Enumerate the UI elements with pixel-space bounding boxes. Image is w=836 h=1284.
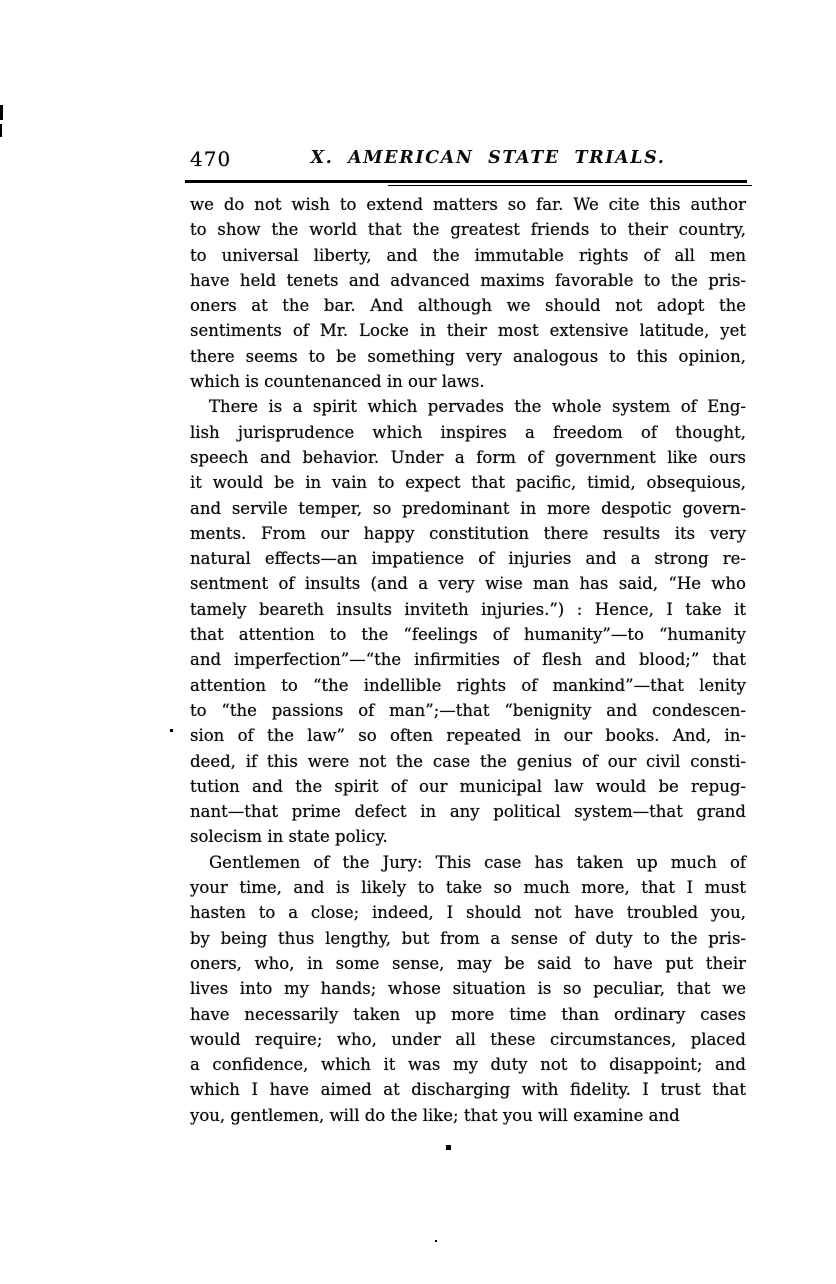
- page-number: 470: [190, 147, 232, 171]
- text-line: to universal liberty, and the immutable rights of all men: [190, 245, 746, 265]
- text-line: have held tenets and advanced maxims favorable to the pris-: [190, 270, 746, 290]
- text-line: would require; who, under all these circumstances, placed: [190, 1029, 746, 1049]
- text-line: attention to “the indellible rights of mankind”—that lenity: [190, 675, 746, 695]
- text-line: there seems to be something very analogous to this opinion,: [190, 346, 746, 366]
- scan-artifact: [446, 1145, 451, 1150]
- text-line: nant—that prime defect in any political system—that grand: [190, 802, 746, 822]
- text-line: which I have aimed at discharging with fidelity. I trust that: [190, 1080, 746, 1100]
- text-line: oners at the bar. And although we should not adopt the: [190, 296, 746, 316]
- text-line: and imperfection”—“the infirmities of flesh and blood;” that: [190, 650, 746, 670]
- text-line: oners, who, in some sense, may be said to have put their: [190, 953, 746, 973]
- text-line: it would be in vain to expect that pacific, timid, obsequious,: [190, 473, 746, 493]
- text-line: to “the passions of man”;—that “benignity and condescen-: [190, 700, 746, 720]
- text-line: which is countenanced in our laws.: [190, 372, 485, 392]
- text-line: lish jurisprudence which inspires a freedom of thought,: [190, 422, 746, 442]
- text-line: you, gentlemen, will do the like; that you will examine and: [190, 1105, 680, 1125]
- text-line: sentment of insults (and a very wise man has said, “He who: [190, 574, 746, 594]
- page-body: [190, 192, 746, 1128]
- text-line: to show the world that the greatest friends to their country,: [190, 220, 746, 240]
- text-line: lives into my hands; whose situation is so peculiar, that we: [190, 979, 746, 999]
- text-line: deed, if this were not the case the genius of our civil consti-: [190, 751, 746, 771]
- text-line: There is a spirit which pervades the whole system of Eng-: [209, 397, 746, 417]
- running-header-title: X. AMERICAN STATE TRIALS.: [310, 148, 666, 168]
- paragraph: [190, 394, 746, 849]
- text-line: sion of the law” so often repeated in our books. And, in-: [190, 726, 746, 746]
- scan-artifact: [0, 105, 3, 120]
- text-line: by being thus lengthy, but from a sense of duty to the pris-: [190, 928, 746, 948]
- text-line: Gentlemen of the Jury: This case has taken up much of: [209, 852, 746, 872]
- text-line: that attention to the “feelings of humanity”—to “humanity: [190, 625, 746, 645]
- scan-artifact: [0, 124, 2, 137]
- text-line: solecism in state policy.: [190, 827, 388, 847]
- text-line: and servile temper, so predominant in more despotic govern-: [190, 498, 746, 518]
- text-line: have necessarily taken up more time than ordinary cases: [190, 1004, 746, 1024]
- text-line: speech and behavior. Under a form of government like ours: [190, 447, 746, 467]
- text-line: we do not wish to extend matters so far. We cite this author: [190, 195, 746, 214]
- text-line: sentiments of Mr. Locke in their most extensive latitude, yet: [190, 321, 746, 341]
- text-line: a confidence, which it was my duty not to disappoint; and: [190, 1055, 746, 1075]
- text-line: tamely beareth insults inviteth injuries.”) : Hence, I take it: [190, 599, 746, 619]
- text-line: hasten to a close; indeed, I should not have troubled you,: [190, 903, 746, 923]
- header-rule: [185, 180, 747, 183]
- scan-artifact: [435, 1240, 437, 1242]
- running-header: [190, 146, 746, 178]
- text-line: natural effects—an impatience of injuries and a strong re-: [190, 549, 746, 569]
- text-line: ments. From our happy constitution there results its very: [190, 523, 746, 543]
- scan-artifact: [170, 729, 173, 732]
- paragraph: [190, 850, 746, 1128]
- text-line: your time, and is likely to take so much more, that I must: [190, 878, 746, 898]
- text-line: tution and the spirit of our municipal law would be repug-: [190, 776, 746, 796]
- header-rule-echo: [388, 185, 752, 186]
- paragraph: [190, 192, 746, 394]
